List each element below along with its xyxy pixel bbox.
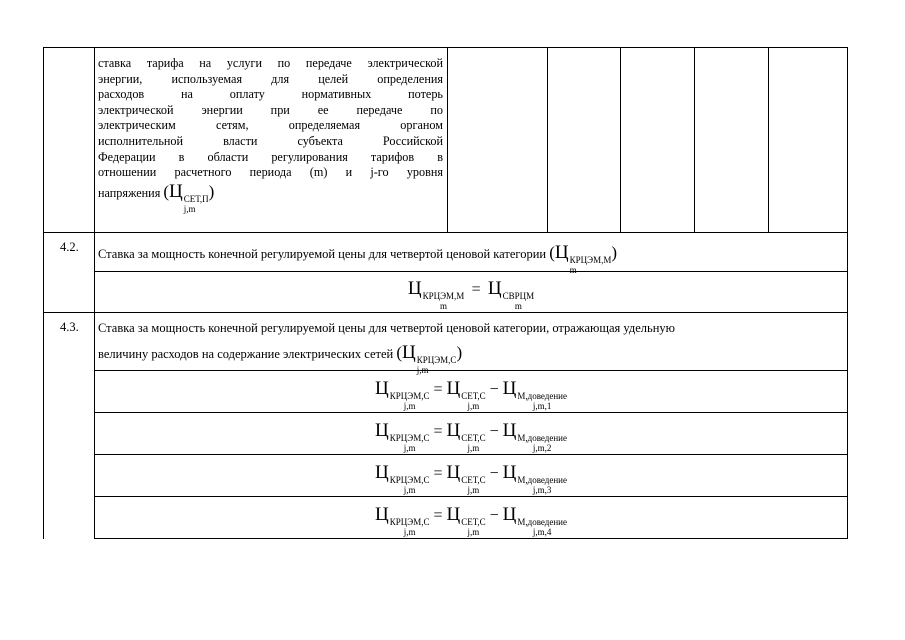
desc-last-text: напряжения [98,185,161,200]
desc-line: исполнительной власти субъекта Российской [98,133,443,148]
row-number-4-3: 4.3. [60,320,79,334]
desc-line: отношении расчетного периода (m) и j-го уровня [98,165,443,180]
desc-last-line: напряжения (Ц СЕТ,П j,m ) [98,180,215,214]
row-number-4-2: 4.2. [60,240,79,254]
formula-4-3-2: Ц КРЦЭМ,С j,m = Ц СЕТ,С j,m − Ц М,доведение j,m,2 [375,420,567,453]
desc-line: электрическим сетям, определяемая органом [98,118,443,133]
formula-4-3-4: Ц КРЦЭМ,С j,m = Ц СЕТ,С j,m − Ц М,доведение j,m,4 [375,504,567,537]
row-4-3-text-line2: величину расходов на содержание электрических сетей (Ц КРЦЭМ,С j,m ) [98,342,463,375]
row-4-2-label: Ставка за мощность конечной регулируемой цены для четвертой ценовой категории [98,247,547,261]
tariff-description [98,56,443,214]
symbol-base: Ц [169,180,183,202]
row-4-3-text-line1: Ставка за мощность конечной регулируемой цены для четвертой ценовой категории, отражающая удельную [98,321,676,335]
desc-line: Федерации в области регулирования тарифов в [98,149,443,164]
desc-line: электрической энергии при ее передаче по [98,102,443,117]
formula-4-3-1: Ц КРЦЭМ,С j,m = Ц СЕТ,С j,m − Ц М,доведение j,m,1 [375,378,567,411]
formula-4-3-3: Ц КРЦЭМ,С j,m = Ц СЕТ,С j,m − Ц М,доведение j,m,3 [375,462,567,495]
formula-4-2: Ц КРЦЭМ,М m = Ц СВРЦМ m [407,278,535,311]
desc-line: энергии, используемая для целей определения [98,71,443,86]
row-4-2-text: Ставка за мощность конечной регулируемой цены для четвертой ценовой категории (Ц КРЦЭМ,М m ) [98,242,618,275]
desc-line: ставка тарифа на услуги по передаче электрической [98,56,443,70]
desc-line: расходов на оплату нормативных потерь [98,87,443,102]
